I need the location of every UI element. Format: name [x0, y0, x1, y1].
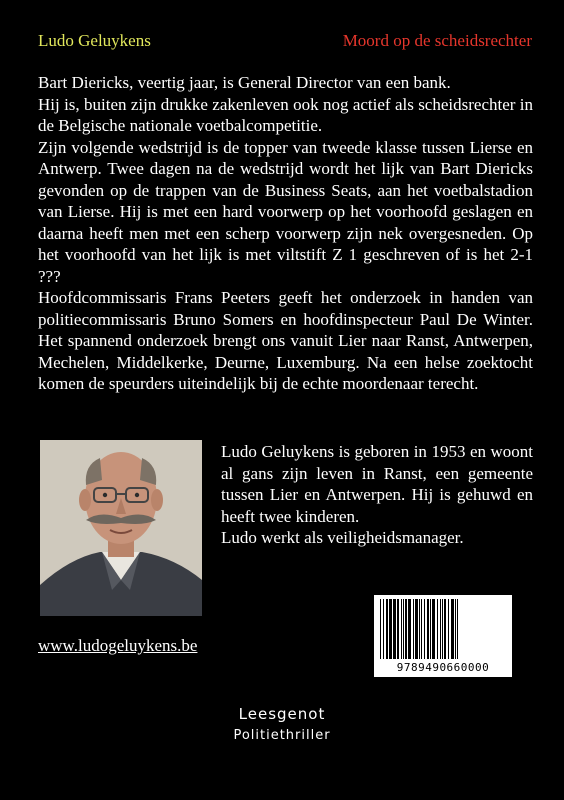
isbn-barcode — [374, 595, 512, 677]
author-portrait-image — [40, 440, 202, 616]
bio-paragraph: Ludo werkt als veiligheidsmanager. — [221, 528, 464, 547]
website-link[interactable]: www.ludogeluykens.be — [38, 636, 198, 655]
blurb-paragraph: Hij is, buiten zijn drukke zakenleven ook nog actief als scheidsrechter in de Belgische nationale voetbalcompetitie. — [38, 94, 533, 135]
book-title: Moord op de scheidsrechter — [342, 31, 532, 50]
publisher-name: Leesgenot — [238, 705, 326, 723]
blurb-paragraph: Bart Diericks, veertig jaar, is General Director van een bank. — [38, 73, 451, 92]
genre-label: Politiethriller — [233, 728, 331, 743]
blurb-paragraph: Zijn volgende wedstrijd is de topper van tweede klasse tussen Lierse en Antwerp. Twee dagen na de wedstrijd wordt het lijk van Bart Diericks gevonden op de trappen van de Business Seats, aan het voetbalstadion van Lierse. Hij is met een hard voorwerp op het voorhoofd geslagen en daarna heeft men met een scherp voorwerp zijn nek overgesneden. Op het voorhoofd van het lijk is met viltstift Z 1 geschreven of is het 2-1 ??? — [38, 137, 533, 286]
blurb-paragraph: Hoofdcommissaris Frans Peeters geeft het onderzoek in handen van politiecommissaris Bruno Somers en hoofdinspecteur Paul De Winter. Het spannend onderzoek brengt ons vanuit Lier naar Ranst, Antwerpen, Mechelen, Middelkerke, Deurne, Luxemburg. Na een helse zoektocht komen de speurders uiteindelijk bij de echte moordenaar terecht. — [38, 288, 533, 393]
barcode-bars — [380, 599, 506, 659]
isbn-number: 9789490660000 — [396, 661, 490, 674]
author-photo — [40, 440, 202, 616]
author-name: Ludo Geluykens — [38, 31, 151, 50]
book-blurb — [38, 72, 533, 395]
bio-paragraph: Ludo Geluykens is geboren in 1953 en woont al gans zijn leven in Ranst, een gemeente tussen Lier en Antwerpen. Hij is gehuwd en heeft twee kinderen. — [221, 442, 533, 526]
author-bio — [221, 441, 533, 549]
